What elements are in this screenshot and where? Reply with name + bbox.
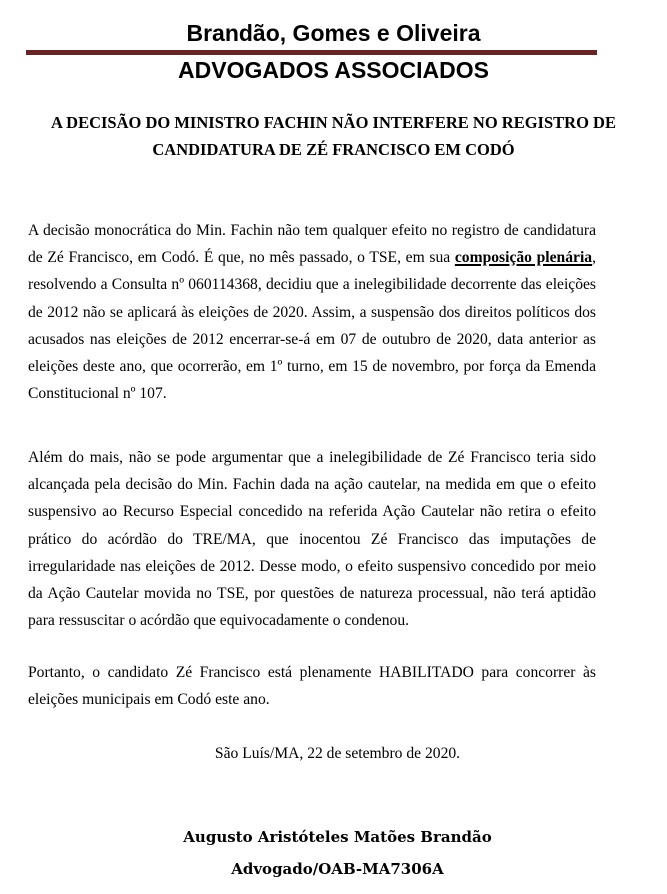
title-line-1: A DECISÃO DO MINISTRO FACHIN NÃO INTERFERE NO REGISTRO DE	[51, 113, 616, 132]
firm-name: Brandão, Gomes e Oliveira	[186, 20, 481, 46]
firm-subtitle: ADVOGADOS ASSOCIADOS	[178, 57, 489, 83]
letterhead-divider	[26, 50, 597, 55]
paragraph-3: Portanto, o candidato Zé Francisco está plenamente HABILITADO para concorrer às eleições municipais em Codó este ano.	[28, 664, 596, 709]
document-title	[0, 109, 667, 163]
paragraph-1-after: , resolvendo a Consulta nº 060114368, decidiu que a inelegibilidade decorrente das eleições de 2012 não se aplicará às eleições de 2020. Assim, a suspensão dos direitos políticos dos acusados nas eleições de 2012 encerrar-se-á em 07 de outubro de 2020, data anterior as eleições deste ano, que ocorrerão, em 1º turno, em 15 de novembro, por força da Emenda Constitucional nº 107.	[28, 249, 596, 403]
signatory-role: Advogado/OAB-MA7306A	[231, 860, 444, 878]
signatory-name: Augusto Aristóteles Matões Brandão	[183, 828, 492, 846]
paragraph-1	[28, 217, 596, 407]
title-line-2: CANDIDATURA DE ZÉ FRANCISCO EM CODÓ	[152, 140, 515, 159]
paragraph-1-before: A decisão monocrática do Min. Fachin não tem qualquer efeito no registro de candidatura de Zé Francisco, em Codó. É que, no mês passado, o TSE, em sua	[28, 222, 596, 267]
emphasis-composicao-plenaria: composição plenária	[454, 249, 593, 267]
paragraph-2: Além do mais, não se pode argumentar que a inelegibilidade de Zé Francisco teria sido alcançada pela decisão do Min. Fachin dada na ação cautelar, na medida em que o efeito suspensivo ao Recurso Especial concedido na referida Ação Cautelar não retira o efeito prático do acórdão do TRE/MA, que inocentou Zé Francisco das imputações de irregularidade nas eleições de 2012. Desse modo, o efeito suspensivo concedido por meio da Ação Cautelar movida no TSE, por questões de natureza processual, não terá aptidão para ressuscitar o acórdão que equivocadamente o condenou.	[28, 449, 596, 630]
date-line: São Luís/MA, 22 de setembro de 2020.	[214, 745, 461, 762]
